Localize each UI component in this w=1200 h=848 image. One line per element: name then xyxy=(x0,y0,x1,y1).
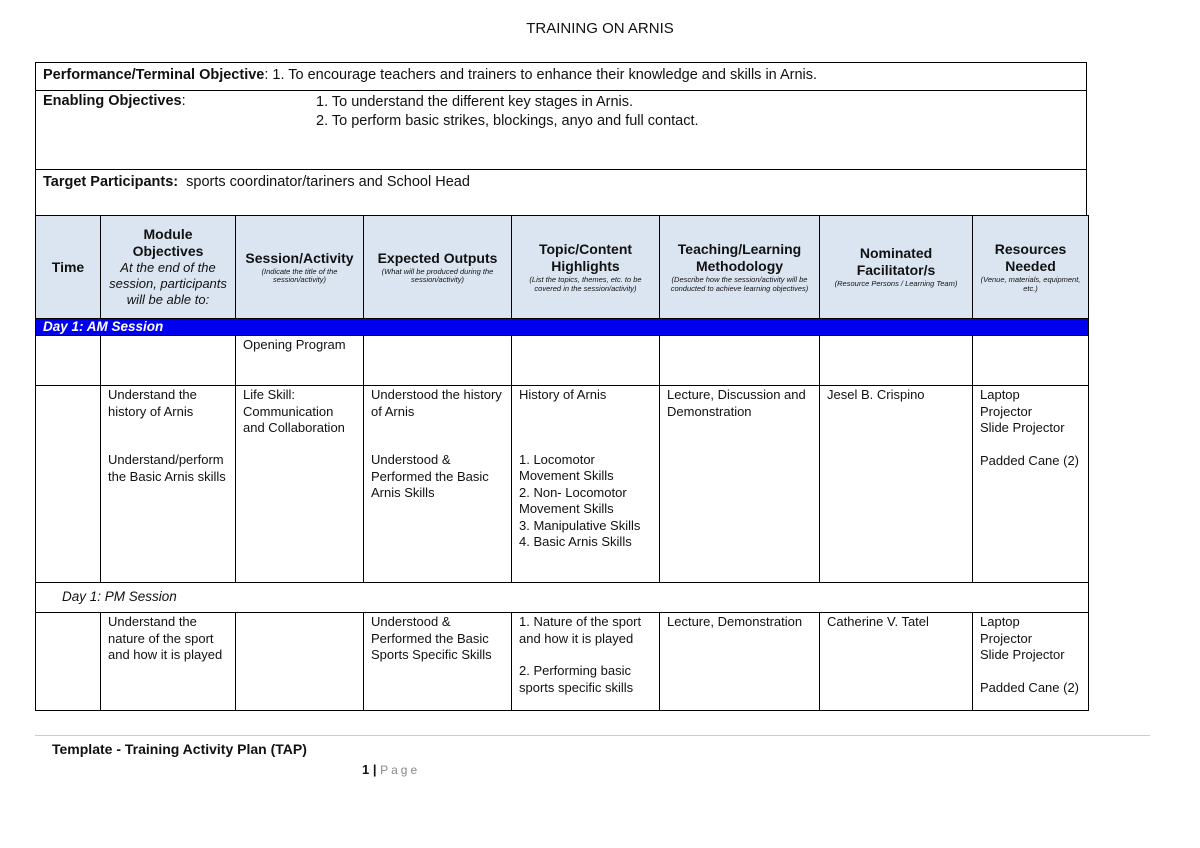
enabling-objective-item: 2. To perform basic strikes, blockings, anyo and full contact. xyxy=(316,113,699,129)
resource-item: Slide Projector xyxy=(980,420,1065,435)
header-time xyxy=(36,216,101,319)
resource-item: Projector xyxy=(980,403,1033,419)
topic-content-cell xyxy=(512,613,660,711)
cell-spacer xyxy=(519,436,652,452)
header-module-objectives xyxy=(101,216,236,319)
day1-pm-session-label: Day 1: PM Session xyxy=(36,583,1089,613)
page-word: Page xyxy=(380,763,421,777)
cell-spacer xyxy=(108,436,228,452)
expected-output-1: Understood the history of Arnis xyxy=(371,387,502,419)
cell-spacer xyxy=(980,664,1081,680)
enabling-objective-item: 1. To understand the different key stages in Arnis. xyxy=(316,94,634,110)
cell-spacer xyxy=(519,404,652,420)
topic-item: 4. Basic Arnis Skills xyxy=(519,534,632,549)
expected-output-cell: Understood & Performed the Basic Sports Specific Skills xyxy=(364,613,512,711)
topic-item: 1. Nature of the sport and how it is played xyxy=(519,614,642,646)
module-objective-cell: Understand the nature of the sport and how it is played xyxy=(101,613,236,711)
day1-am-session-row xyxy=(36,319,1089,336)
enabling-objectives-row xyxy=(35,90,1087,170)
header-resources-title: Resources Needed xyxy=(994,241,1067,274)
table-row xyxy=(36,386,1089,583)
target-participants-label: Target Participants: xyxy=(43,174,179,190)
cell-spacer xyxy=(371,436,504,452)
opening-program-cell: Opening Program xyxy=(236,336,364,386)
header-topic-title: Topic/Content Highlights xyxy=(538,241,633,274)
performance-objective-label: Performance/Terminal Objective xyxy=(43,67,265,83)
header-session-title: Session/Activity xyxy=(245,249,354,266)
header-time-label: Time xyxy=(51,258,85,275)
topic-item: 3. Manipulative Skills xyxy=(519,517,641,533)
methodology-cell: Lecture, Discussion and Demonstration xyxy=(660,386,820,583)
day1-am-session-label: Day 1: AM Session xyxy=(36,319,1089,336)
header-resources xyxy=(973,216,1089,319)
day1-pm-session-row xyxy=(36,583,1089,613)
header-method-sub: (Describe how the session/activity will be conducted to achieve learning objectives) xyxy=(670,275,809,293)
topic-item: History of Arnis xyxy=(519,387,607,402)
header-outputs-sub: (What will be produced during the session/activity) xyxy=(381,266,494,284)
expected-output-2: Understood & Performed the Basic Arnis Skills xyxy=(371,452,489,500)
cell-spacer xyxy=(519,647,652,663)
resource-item: Slide Projector xyxy=(980,647,1065,662)
resource-item: Padded Cane (2) xyxy=(980,679,1080,695)
header-session-activity xyxy=(236,216,364,319)
table-row xyxy=(36,613,1089,711)
expected-output-cell xyxy=(364,386,512,583)
topic-item: 2. Performing basic sports specific skills xyxy=(519,663,634,695)
header-methodology xyxy=(660,216,820,319)
header-method-title: Teaching/Learning Methodology xyxy=(677,241,802,274)
resource-item: Projector xyxy=(980,630,1033,646)
header-facilitator-title: Nominated Facilitator/s xyxy=(856,245,936,279)
topic-item: 1. Locomotor Movement Skills xyxy=(519,451,614,483)
topic-item: 2. Non- Locomotor Movement Skills xyxy=(519,484,627,516)
facilitator-cell: Jesel B. Crispino xyxy=(820,386,973,583)
cell-spacer xyxy=(371,420,504,436)
page-number-value: 1 xyxy=(362,762,370,777)
target-participants-row xyxy=(35,169,1087,216)
module-objective-cell xyxy=(101,386,236,583)
footer-template-label: Template - Training Activity Plan (TAP) xyxy=(52,741,307,757)
header-module-title: Module Objectives xyxy=(132,226,204,259)
table-header-row xyxy=(36,216,1089,319)
methodology-cell: Lecture, Demonstration xyxy=(660,613,820,711)
header-module-sub: At the end of the session, participants will be able to: xyxy=(109,260,227,307)
facilitator-cell: Catherine V. Tatel xyxy=(820,613,973,711)
cell-spacer xyxy=(108,420,228,436)
enabling-objectives-colon: : xyxy=(181,93,186,109)
header-expected-outputs xyxy=(364,216,512,319)
session-activity-cell: Life Skill: Communication and Collaboration xyxy=(236,386,364,583)
module-objective-1: Understand the history of Arnis xyxy=(108,387,197,419)
cell-spacer xyxy=(980,437,1081,453)
target-participants-text: sports coordinator/tariners and School Head xyxy=(186,174,470,190)
resource-item: Padded Cane (2) xyxy=(980,452,1080,468)
page-number-separator: | xyxy=(372,762,377,777)
page-number xyxy=(362,762,420,777)
header-session-sub: (Indicate the title of the session/activity) xyxy=(261,266,338,284)
header-resources-sub: (Venue, materials, equipment, etc.) xyxy=(980,275,1081,293)
opening-program-row xyxy=(36,336,1089,386)
header-outputs-title: Expected Outputs xyxy=(377,249,498,266)
cell-spacer xyxy=(519,420,652,436)
module-objective-2: Understand/perform the Basic Arnis skills xyxy=(108,452,226,484)
topic-content-cell xyxy=(512,386,660,583)
enabling-objectives-label: Enabling Objectives xyxy=(43,93,182,109)
resources-cell xyxy=(973,386,1089,583)
training-plan-table xyxy=(35,215,1089,711)
performance-objective-text: : 1. To encourage teachers and trainers to enhance their knowledge and skills in Arnis. xyxy=(264,67,818,83)
header-topic-sub: (List the topics, themes, etc. to be covered in the session/activity) xyxy=(529,275,642,293)
resources-cell xyxy=(973,613,1089,711)
header-facilitator xyxy=(820,216,973,319)
resource-item: Laptop xyxy=(980,614,1020,629)
footer-divider xyxy=(35,735,1150,736)
performance-objective-row xyxy=(35,62,1087,91)
resource-item: Laptop xyxy=(980,387,1020,402)
header-topic-content xyxy=(512,216,660,319)
header-facilitator-sub: (Resource Persons / Learning Team) xyxy=(834,279,958,289)
document-title: TRAINING ON ARNIS xyxy=(526,20,674,37)
